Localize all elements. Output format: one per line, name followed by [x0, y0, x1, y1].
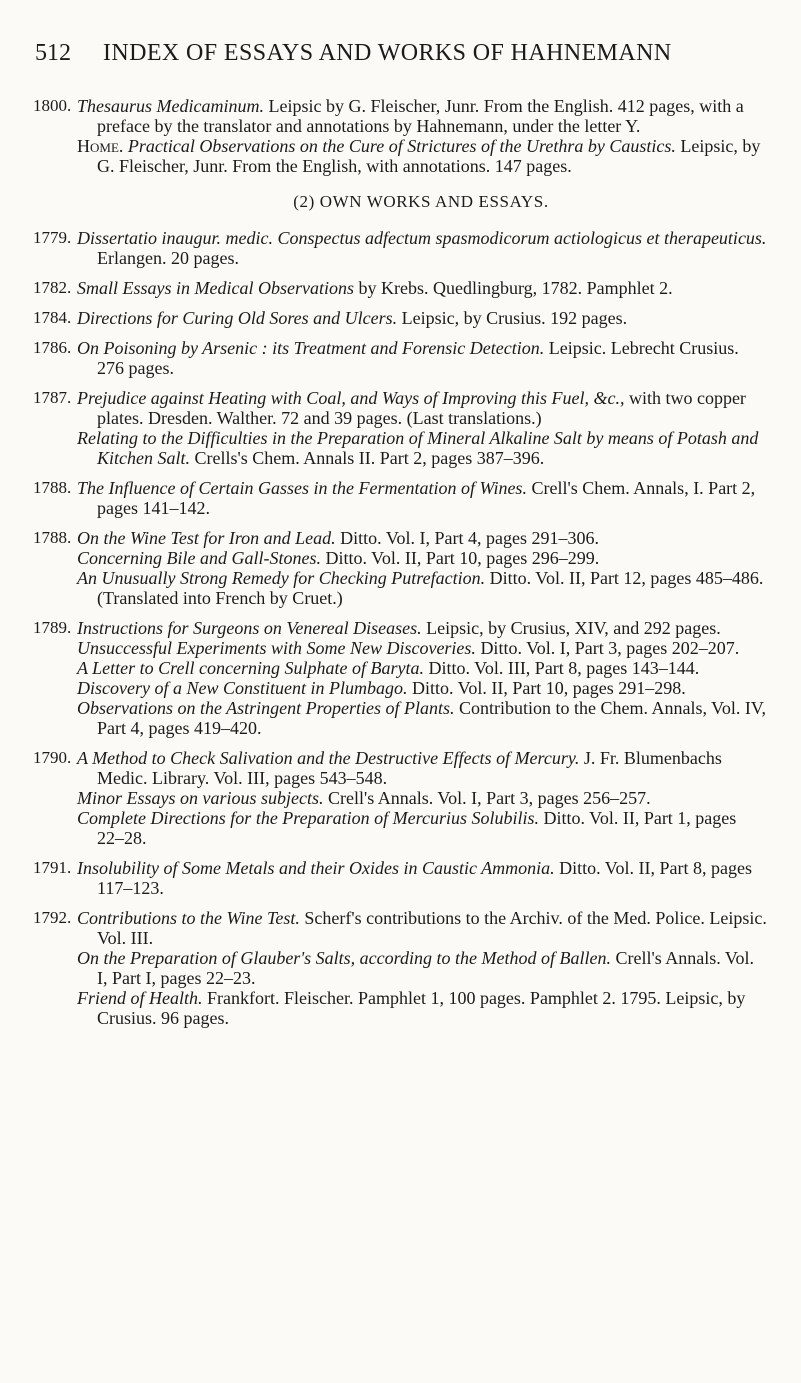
- work-details: Erlangen. 20 pages.: [97, 248, 239, 268]
- work-details: with two copper plates. Dresden. Walther. 72 and 39 pages. (Last translations.): [97, 388, 746, 428]
- work-details: Ditto. Vol. II, Part 10, pages 296–299.: [320, 548, 600, 568]
- entry-year: 1788.: [33, 478, 72, 497]
- work-title: Small Essays in Medical Observations: [77, 278, 354, 298]
- work-item: [77, 428, 767, 468]
- work-details: Leipsic. Lebrecht Crusius. 276 pages.: [97, 338, 739, 378]
- work-details: Leipsic by G. Fleischer, Junr. From the English. 412 pages, with a preface by the translator and annotations by Hahnemann, under the letter Y.: [97, 96, 744, 136]
- work-item: [77, 678, 767, 698]
- entry-text: [76, 388, 767, 468]
- index-entry: [0, 96, 801, 176]
- work-item: [77, 568, 767, 608]
- entry-year: 1779.: [33, 228, 72, 247]
- entry-year: 1782.: [33, 278, 72, 297]
- work-item: [77, 858, 767, 898]
- work-details: Leipsic, by Crusius, XIV, and 292 pages.: [421, 618, 721, 638]
- entry-text: [76, 618, 767, 738]
- entry-text: [76, 748, 767, 848]
- work-item: [77, 388, 767, 428]
- work-item: [77, 988, 767, 1028]
- work-title: On Poisoning by Arsenic : its Treatment and Forensic Detection.: [77, 338, 545, 358]
- work-details: Ditto. Vol. I, Part 3, pages 202–207.: [475, 638, 740, 658]
- work-item: [77, 478, 767, 518]
- entry-year: 1789.: [33, 618, 72, 637]
- work-title: Relating to the Difficulties in the Preparation of Mineral Alkaline Salt by means of Potash and Kitchen Salt.: [77, 428, 759, 468]
- entry-year: 1792.: [33, 908, 72, 927]
- entry-text: [76, 338, 767, 378]
- entry-text: [76, 478, 767, 518]
- entry-year: 1791.: [33, 858, 72, 877]
- index-entry: [0, 528, 801, 608]
- work-item: [77, 788, 767, 808]
- work-details: Contribution to the Chem. Annals, Vol. IV, Part 4, pages 419–420.: [97, 698, 767, 738]
- index-entry: [0, 338, 801, 378]
- work-title: Concerning Bile and Gall-Stones.: [77, 548, 321, 568]
- work-title: Discovery of a New Constituent in Plumbago.: [77, 678, 408, 698]
- work-title: Instructions for Surgeons on Venereal Diseases.: [77, 618, 422, 638]
- work-details: Leipsic, by G. Fleischer, Junr. From the English, with annotations. 147 pages.: [97, 136, 761, 176]
- entry-year: 1784.: [33, 308, 72, 327]
- work-item: [77, 908, 767, 948]
- work-details: Ditto. Vol. II, Part 12, pages 485–486. (Translated into French by Cruet.): [97, 568, 764, 608]
- index-entry: [0, 278, 801, 298]
- work-title: Observations on the Astringent Properties of Plants.: [77, 698, 455, 718]
- running-title: INDEX OF ESSAYS AND WORKS OF HAHNEMANN: [103, 40, 672, 66]
- entry-text: [76, 278, 767, 298]
- entry-text: [76, 528, 767, 608]
- index-entry: [0, 908, 801, 1028]
- entry-text: [76, 858, 767, 898]
- work-item: [77, 228, 767, 268]
- work-item: [77, 548, 767, 568]
- work-item: [77, 528, 767, 548]
- index-entry: [0, 308, 801, 328]
- entry-year: 1788.: [33, 528, 72, 547]
- work-title: A Method to Check Salivation and the Destructive Effects of Mercury.: [77, 748, 580, 768]
- work-details: Crell's Chem. Annals, I. Part 2, pages 141–142.: [97, 478, 756, 518]
- entry-year: 1787.: [33, 388, 72, 407]
- index-entry: [0, 478, 801, 518]
- work-item: [77, 658, 767, 678]
- work-details: Ditto. Vol. II, Part 1, pages 22–28.: [97, 808, 737, 848]
- page-number: 512: [35, 40, 71, 66]
- work-title: Complete Directions for the Preparation of Mercurius Solubilis.: [77, 808, 539, 828]
- work-details: Crell's Annals. Vol. I, Part 3, pages 256–257.: [323, 788, 651, 808]
- work-item: [77, 278, 767, 298]
- work-author: Home.: [77, 136, 124, 156]
- work-title: Prejudice against Heating with Coal, and Ways of Improving this Fuel, &c.,: [77, 388, 625, 408]
- index-entry: [0, 748, 801, 848]
- work-details: Scherf's contributions to the Archiv. of the Med. Police. Leipsic. Vol. III.: [97, 908, 767, 948]
- section-heading: (2) OWN WORKS AND ESSAYS.: [293, 192, 549, 211]
- work-title: Insolubility of Some Metals and their Oxides in Caustic Ammonia.: [77, 858, 555, 878]
- work-item: [77, 698, 767, 738]
- work-details: Ditto. Vol. I, Part 4, pages 291–306.: [335, 528, 600, 548]
- entry-year: 1790.: [33, 748, 72, 767]
- work-item: [77, 618, 767, 638]
- index-entry: [0, 858, 801, 898]
- work-details: Crells's Chem. Annals II. Part 2, pages 387–396.: [190, 448, 545, 468]
- work-item: [77, 948, 767, 988]
- work-title: A Letter to Crell concerning Sulphate of Baryta.: [77, 658, 424, 678]
- work-item: [77, 638, 767, 658]
- work-item: [77, 748, 767, 788]
- work-item: [77, 808, 767, 848]
- work-title: The Influence of Certain Gasses in the Fermentation of Wines.: [77, 478, 527, 498]
- work-details: by Krebs. Quedlingburg, 1782. Pamphlet 2.: [353, 278, 673, 298]
- work-details: Ditto. Vol. II, Part 8, pages 117–123.: [97, 858, 752, 898]
- work-title: On the Preparation of Glauber's Salts, according to the Method of Ballen.: [77, 948, 611, 968]
- index-entry: [0, 388, 801, 468]
- index-entry: [0, 228, 801, 268]
- work-details: Leipsic, by Crusius. 192 pages.: [397, 308, 628, 328]
- work-details: Frankfort. Fleischer. Pamphlet 1, 100 pages. Pamphlet 2. 1795. Leipsic, by Crusius. 96 pages.: [97, 988, 746, 1028]
- work-title: Directions for Curing Old Sores and Ulcers.: [77, 308, 398, 328]
- work-details: J. Fr. Blumenbachs Medic. Library. Vol. III, pages 543–548.: [97, 748, 722, 788]
- work-title: Minor Essays on various subjects.: [77, 788, 324, 808]
- work-title: Contributions to the Wine Test.: [77, 908, 300, 928]
- work-item: [77, 308, 767, 328]
- entry-year: 1800.: [33, 96, 72, 115]
- work-title: On the Wine Test for Iron and Lead.: [77, 528, 336, 548]
- own-works-list: [0, 228, 801, 1028]
- running-header: [35, 40, 765, 80]
- entry-text: [76, 308, 767, 328]
- work-item: [77, 96, 767, 136]
- entry-text: [76, 96, 767, 176]
- work-title: An Unusually Strong Remedy for Checking Putrefaction.: [77, 568, 486, 588]
- work-details: Ditto. Vol. III, Part 8, pages 143–144.: [423, 658, 700, 678]
- work-title: Thesaurus Medicaminum.: [77, 96, 264, 116]
- index-entry: [0, 618, 801, 738]
- work-title: Unsuccessful Experiments with Some New Discoveries.: [77, 638, 476, 658]
- entry-text: [76, 228, 767, 268]
- index-entries: [0, 96, 801, 1038]
- work-item: [77, 338, 767, 378]
- entry-year: 1786.: [33, 338, 72, 357]
- work-item: [77, 136, 767, 176]
- entry-text: [76, 908, 767, 1028]
- work-details: Crell's Annals. Vol. I, Part I, pages 22–23.: [97, 948, 755, 988]
- work-title: Practical Observations on the Cure of Strictures of the Urethra by Caustics.: [123, 136, 676, 156]
- work-title: Dissertatio inaugur. medic. Conspectus adfectum spasmodicorum actiologicus et therapeuticus.: [77, 228, 767, 248]
- work-title: Friend of Health.: [77, 988, 203, 1008]
- work-details: Ditto. Vol. II, Part 10, pages 291–298.: [407, 678, 686, 698]
